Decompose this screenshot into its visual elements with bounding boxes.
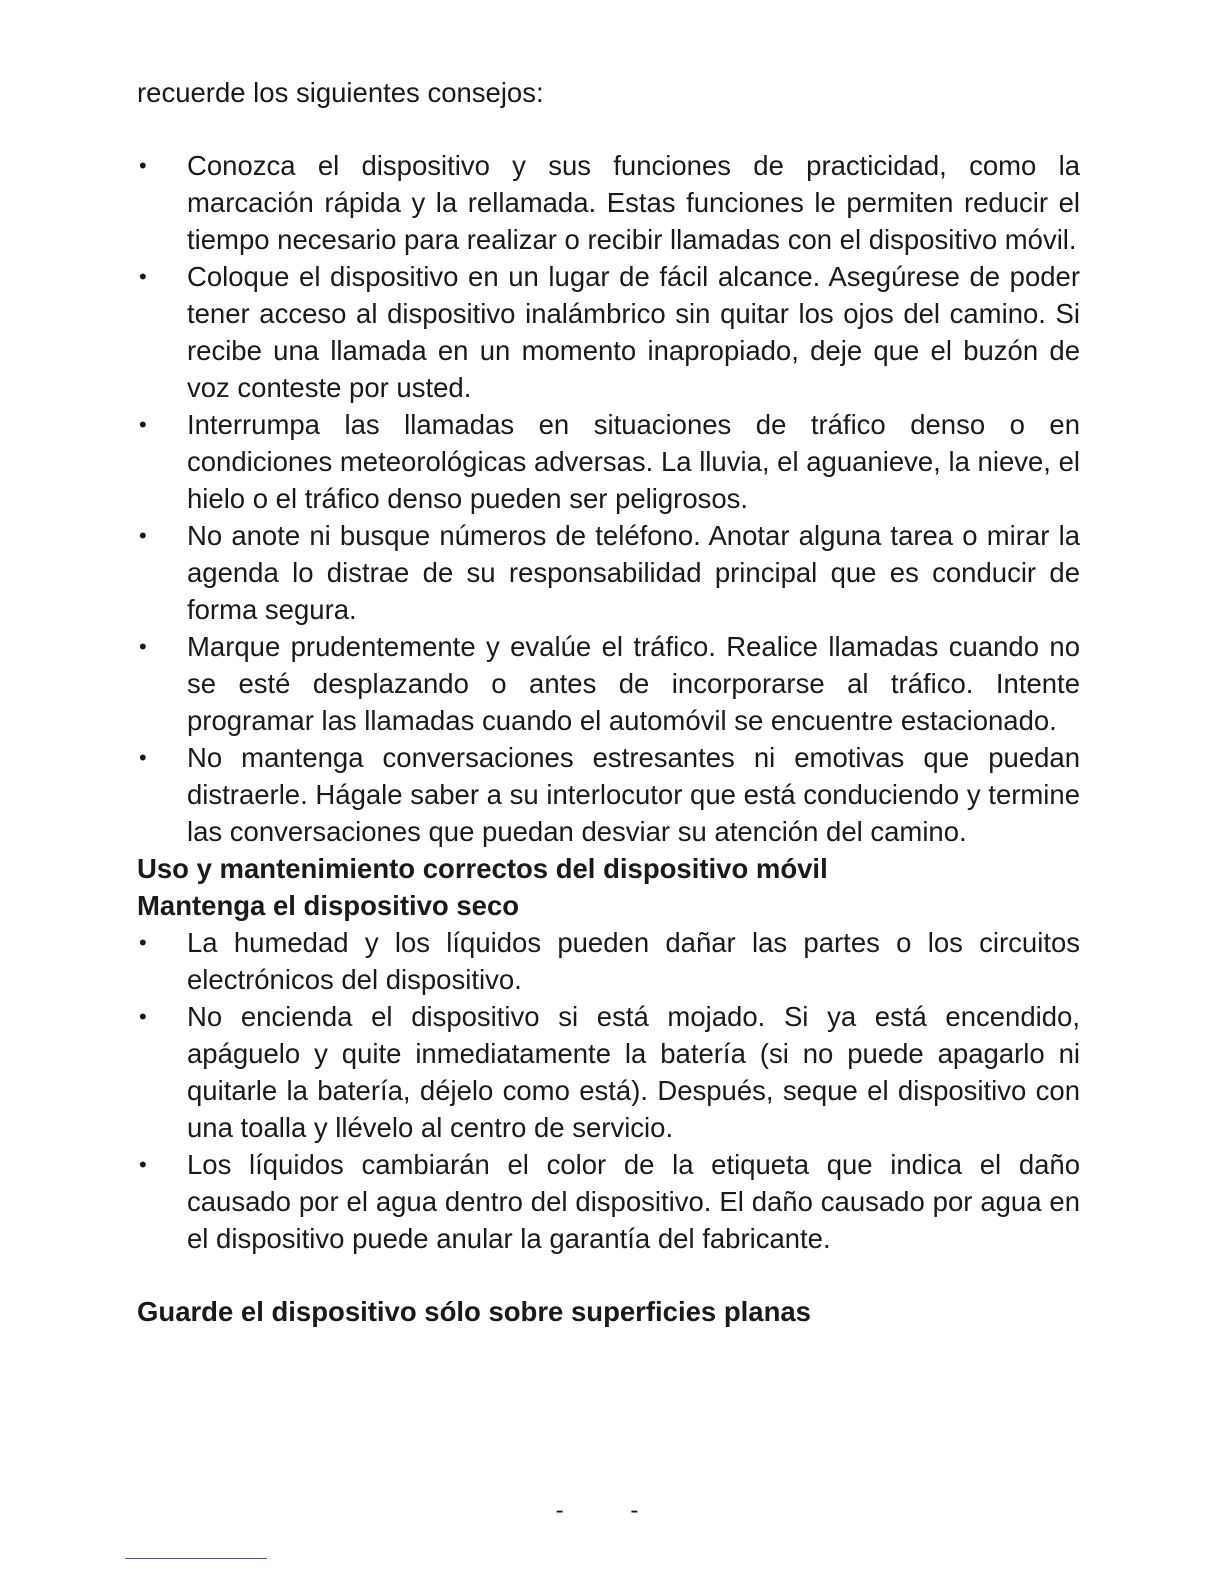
list-item-text: Interrumpa las llamadas en situaciones de tráfico denso o en condiciones meteorológicas adversas. La lluvia, el aguanieve, la nieve, el hielo o el tráfico denso pueden ser peligrosos. bbox=[187, 409, 1080, 514]
bullet-icon: • bbox=[139, 1152, 147, 1177]
dry-tips-list bbox=[137, 924, 1080, 1257]
list-item-text: No mantenga conversaciones estresantes ni emotivas que puedan distraerle. Hágale saber a su interlocutor que está conduciendo y termine las conversaciones que puedan desviar su atención del camino. bbox=[187, 742, 1080, 847]
list-item bbox=[137, 628, 1080, 739]
driving-tips-list bbox=[137, 147, 1080, 850]
list-item bbox=[137, 924, 1080, 998]
bullet-icon: • bbox=[139, 930, 147, 955]
list-item-text: Los líquidos cambiarán el color de la etiqueta que indica el daño causado por el agua dentro del dispositivo. El daño causado por agua en el dispositivo puede anular la garantía del fabricante. bbox=[187, 1149, 1080, 1254]
bullet-icon: • bbox=[139, 264, 147, 289]
list-item bbox=[137, 147, 1080, 258]
list-item-text: Marque prudentemente y evalúe el tráfico. Realice llamadas cuando no se esté desplazando o antes de incorporarse al tráfico. Intente programar las llamadas cuando el automóvil se encuentre estacionado. bbox=[187, 631, 1080, 736]
list-item bbox=[137, 739, 1080, 850]
subheading-keep-dry: Mantenga el dispositivo seco bbox=[137, 890, 520, 921]
list-item bbox=[137, 1146, 1080, 1257]
bullet-icon: • bbox=[139, 412, 147, 437]
bullet-icon: • bbox=[139, 1004, 147, 1029]
list-item bbox=[137, 998, 1080, 1146]
list-item-text: La humedad y los líquidos pueden dañar las partes o los circuitos electrónicos del dispositivo. bbox=[187, 927, 1080, 995]
section-heading: Uso y mantenimiento correctos del dispositivo móvil bbox=[137, 853, 828, 884]
footnote-divider bbox=[125, 1558, 267, 1559]
list-item bbox=[137, 406, 1080, 517]
bullet-icon: • bbox=[139, 523, 147, 548]
document-page bbox=[137, 74, 1080, 1330]
list-item-text: Coloque el dispositivo en un lugar de fácil alcance. Asegúrese de poder tener acceso al dispositivo inalámbrico sin quitar los ojos del camino. Si recibe una llamada en un momento inapropiado, deje que el buzón de voz conteste por usted. bbox=[187, 261, 1080, 403]
list-item-text: Conozca el dispositivo y sus funciones de practicidad, como la marcación rápida y la rellamada. Estas funciones le permiten reducir el tiempo necesario para realizar o recibir llamadas con el dispositivo móvil. bbox=[187, 150, 1080, 255]
bullet-icon: • bbox=[139, 153, 147, 178]
list-item bbox=[137, 517, 1080, 628]
intro-text: recuerde los siguientes consejos: bbox=[137, 77, 544, 108]
subheading-flat-surfaces: Guarde el dispositivo sólo sobre superficies planas bbox=[137, 1296, 811, 1327]
list-item-text: No anote ni busque números de teléfono. Anotar alguna tarea o mirar la agenda lo distrae de su responsabilidad principal que es conducir de forma segura. bbox=[187, 520, 1080, 625]
bullet-icon: • bbox=[139, 634, 147, 659]
list-item-text: No encienda el dispositivo si está mojado. Si ya está encendido, apáguelo y quite inmediatamente la batería (si no puede apagarlo ni quitarle la batería, déjelo como está). Después, seque el dispositivo con una toalla y llévelo al centro de servicio. bbox=[187, 1001, 1080, 1143]
bullet-icon: • bbox=[139, 745, 147, 770]
page-number: - - bbox=[555, 1497, 669, 1524]
list-item bbox=[137, 258, 1080, 406]
